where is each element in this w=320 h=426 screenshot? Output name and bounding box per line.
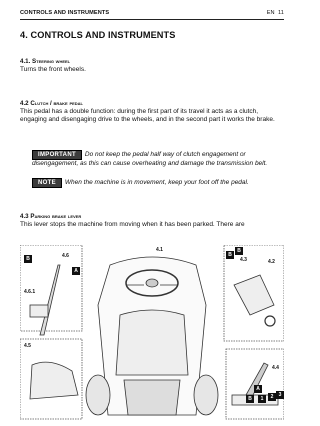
label-4-4: 4.4 [272, 365, 279, 371]
page-header [20, 8, 284, 20]
section-body-pedal: This pedal has a double function: during the first part of its travel it acts as a clutch, engaging and disengaging drive to the wheels, and in the second part it works the brake. [20, 108, 275, 124]
important-badge: IMPORTANT [32, 150, 82, 160]
header-section: CONTROLS AND INSTRUMENTS [20, 10, 110, 16]
section-body-parking: This lever stops the machine from moving when it has been parked. There are [20, 221, 245, 228]
label-4-3: 4.3 [240, 257, 247, 263]
header-lang: EN [266, 10, 275, 16]
label-4-6-1: 4.6.1 [24, 289, 36, 295]
box-1: 1 [258, 395, 266, 403]
box-b-right-top: B [226, 251, 234, 259]
chapter-title: 4. CONTROLS AND INSTRUMENTS [20, 30, 176, 40]
section-title-parking: 4.3 Parking brake lever [20, 213, 82, 220]
note-text: When the machine is in movement, keep your foot off the pedal. [64, 179, 249, 186]
header-page-number: 11 [277, 10, 284, 16]
box-b-right-top-2: B [235, 247, 243, 255]
box-b-right: B [246, 395, 254, 403]
label-4-5: 4.5 [24, 343, 31, 349]
important-text: Do not keep the pedal half way of clutch engagement or disengagement, as this can cause overheating and damage the transmission belt. [32, 151, 268, 167]
label-4-6: 4.6 [62, 253, 69, 259]
note-badge: NOTE [32, 178, 62, 188]
important-note [32, 150, 284, 168]
label-4-1: 4.1 [156, 247, 163, 253]
label-4-2: 4.2 [268, 259, 275, 265]
controls-illustration [20, 245, 284, 420]
box-a-right: A [254, 385, 262, 393]
section-title-steering: 4.1. Steering wheel [20, 58, 71, 65]
note [32, 178, 284, 188]
box-b-left: B [24, 255, 32, 263]
illustration-drawing [20, 245, 284, 420]
section-title-pedal: 4.2 Clutch / brake pedal [20, 100, 83, 107]
box-a-left: A [72, 267, 80, 275]
section-body-steering: Turns the front wheels. [20, 66, 86, 73]
box-3: 3 [276, 391, 284, 399]
box-2: 2 [268, 393, 276, 401]
header-page-info [267, 10, 284, 16]
